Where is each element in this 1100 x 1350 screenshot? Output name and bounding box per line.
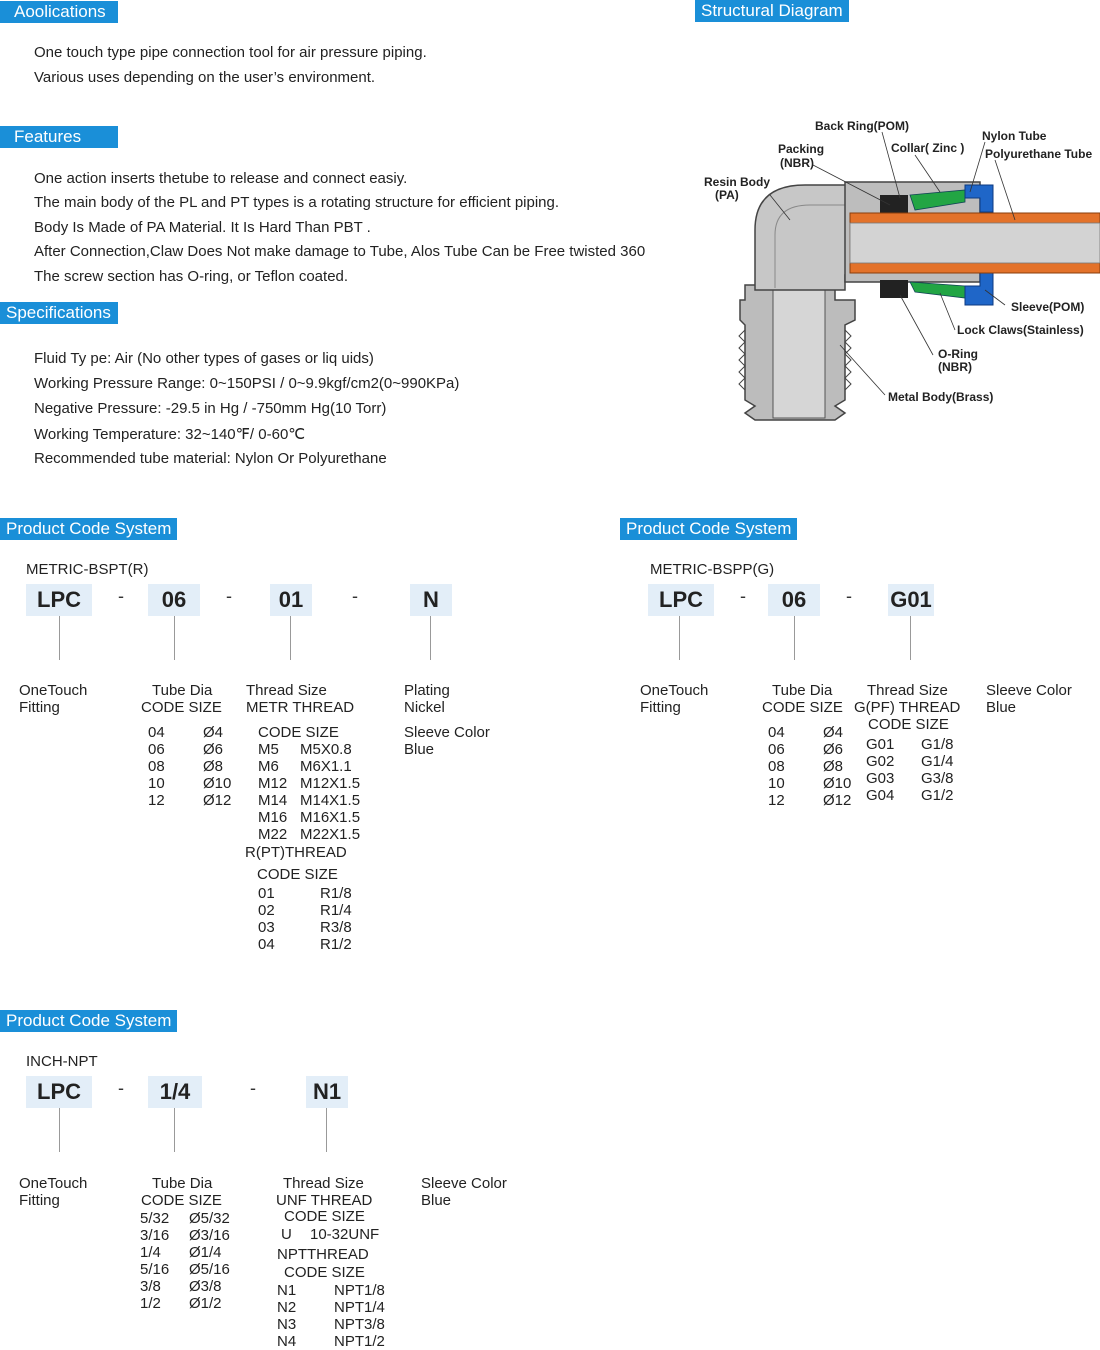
npt-thread-title-npt: NPTTHREAD <box>277 1246 369 1263</box>
specifications-heading: Specifications <box>0 302 118 324</box>
table-row: 1/4 Ø1/4 <box>140 1244 222 1261</box>
structural-diagram <box>695 110 1100 440</box>
leader-line <box>910 616 911 660</box>
table-row: M5 M5X0.8 <box>258 741 352 758</box>
code-bspp-thread: G01 <box>888 584 934 616</box>
label-o-ring: O-Ring <box>938 347 978 361</box>
code-bspt-tube: 06 <box>148 584 200 616</box>
bspt-rpt-table <box>258 885 378 953</box>
features-line: The screw section has O-ring, or Teflon coated. <box>34 268 349 285</box>
label-o-ring-material: (NBR) <box>938 360 972 374</box>
npt-thread-title: Thread Size UNF THREAD <box>276 1175 373 1209</box>
bspp-code-size: CODE SIZE <box>868 716 949 733</box>
code-npt-heading: Product Code System <box>0 1010 177 1032</box>
bspp-tube-title: Tube Dia CODE SIZE <box>762 682 843 716</box>
table-row: 10 Ø10 <box>768 775 852 792</box>
code-dash: - <box>226 586 232 606</box>
bspt-fitting-label: OneTouch Fitting <box>19 682 88 716</box>
code-bspt-subtitle: METRIC-BSPT(R) <box>26 561 149 578</box>
applications-heading: Aoolications <box>0 1 118 23</box>
table-row: 01 R1/8 <box>258 885 352 902</box>
table-row: 5/32 Ø5/32 <box>140 1210 230 1227</box>
table-row: N3 NPT3/8 <box>277 1316 385 1333</box>
table-row: N4 NPT1/2 <box>277 1333 385 1350</box>
code-bspp-tube: 06 <box>768 584 820 616</box>
table-row: G04 G1/2 <box>866 787 954 804</box>
table-row: 03 R3/8 <box>258 919 352 936</box>
table-row: 08 Ø8 <box>768 758 844 775</box>
table-row: M6 M6X1.1 <box>258 758 352 775</box>
table-row: M12 M12X1.5 <box>258 775 361 792</box>
features-line: One action inserts thetube to release and connect easiy. <box>34 170 408 187</box>
npt-npt-table <box>277 1282 407 1350</box>
bspt-rpt-code-size: CODE SIZE <box>257 866 338 883</box>
code-bspp-series: LPC <box>648 584 714 616</box>
table-row: 5/16 Ø5/16 <box>140 1261 230 1278</box>
label-sleeve: Sleeve(POM) <box>1011 300 1085 314</box>
table-row: 02 R1/4 <box>258 902 352 919</box>
bspt-metr-code-size: CODE SIZE <box>258 724 339 741</box>
table-row: G01 G1/8 <box>866 736 954 753</box>
code-npt-thread: N1 <box>306 1076 348 1108</box>
spec-line: Negative Pressure: -29.5 in Hg / -750mm Hg(10 Torr) <box>34 400 387 417</box>
features-line: Body Is Made of PA Material. It Is Hard Than PBT . <box>34 219 371 236</box>
npt-npt-code-size: CODE SIZE <box>284 1264 365 1281</box>
leader-line <box>59 1108 60 1152</box>
bspt-sleeve-label: Sleeve Color Blue <box>404 724 490 758</box>
leader-line <box>326 1108 327 1152</box>
label-packing: Packing <box>778 142 825 156</box>
table-row: G03 G3/8 <box>866 770 954 787</box>
table-row: 1/2 Ø1/2 <box>140 1295 222 1312</box>
leader-line <box>794 616 795 660</box>
table-row: N1 NPT1/8 <box>277 1282 385 1299</box>
table-row: 12 Ø12 <box>148 792 232 809</box>
bspt-rpt-title: R(PT)THREAD <box>245 844 347 861</box>
spec-line: Working Temperature: 32~140℉/ 0-60℃ <box>34 426 306 443</box>
label-back-ring: Back Ring(POM) <box>815 119 910 133</box>
leader-line <box>59 616 60 660</box>
spec-line: Working Pressure Range: 0~150PSI / 0~9.9kgf/cm2(0~990KPa) <box>34 375 460 392</box>
bspt-metr-table <box>258 741 378 843</box>
code-dash: - <box>352 586 358 606</box>
table-row: 08 Ø8 <box>148 758 224 775</box>
applications-line: One touch type pipe connection tool for air pressure piping. <box>34 44 427 61</box>
table-row: U 10-32UNF <box>281 1226 380 1243</box>
table-row: 04 Ø4 <box>148 724 224 741</box>
o-ring-shape <box>880 280 908 298</box>
npt-unf-code-size: CODE SIZE <box>284 1208 365 1225</box>
code-dash: - <box>846 586 852 606</box>
bspp-thread-title: Thread Size G(PF) THREAD <box>854 682 961 716</box>
lock-claws-lower <box>910 282 965 298</box>
label-polyurethane-tube: Polyurethane Tube <box>985 147 1093 161</box>
code-dash: - <box>118 1078 124 1098</box>
code-dash: - <box>250 1078 256 1098</box>
label-metal-body: Metal Body(Brass) <box>888 390 994 404</box>
table-row: M22 M22X1.5 <box>258 826 361 843</box>
code-npt-subtitle: INCH-NPT <box>26 1053 98 1070</box>
tube-bore <box>850 223 1100 263</box>
bspt-tube-title: Tube Dia CODE SIZE <box>141 682 222 716</box>
npt-fitting-label: OneTouch Fitting <box>19 1175 88 1209</box>
bspt-plating-label: Plating Nickel <box>404 682 450 716</box>
leader-line <box>290 616 291 660</box>
table-row: 3/16 Ø3/16 <box>140 1227 230 1244</box>
bspp-tube-table <box>768 724 858 809</box>
spec-line: Fluid Ty pe: Air (No other types of gases or liq uids) <box>34 350 374 367</box>
bspp-fitting-label: OneTouch Fitting <box>640 682 709 716</box>
npt-tube-title: Tube Dia CODE SIZE <box>141 1175 222 1209</box>
packing-shape <box>880 195 908 215</box>
table-row: G02 G1/4 <box>866 753 954 770</box>
leader-line <box>174 616 175 660</box>
bspp-sleeve-label: Sleeve Color Blue <box>986 682 1072 716</box>
code-bspp-heading: Product Code System <box>620 518 797 540</box>
table-row: 06 Ø6 <box>148 741 224 758</box>
code-npt-tube: 1/4 <box>148 1076 202 1108</box>
code-bspt-plating: N <box>410 584 452 616</box>
code-bspt-series: LPC <box>26 584 92 616</box>
code-bspp-subtitle: METRIC-BSPP(G) <box>650 561 775 578</box>
features-line: After Connection,Claw Does Not make damage to Tube, Alos Tube Can be Free twisted 360 <box>34 243 646 260</box>
code-bspt-thread: 01 <box>270 584 312 616</box>
features-line: The main body of the PL and PT types is a rotating structure for efficient piping. <box>34 194 560 211</box>
table-row: 04 R1/2 <box>258 936 352 953</box>
label-resin-body: Resin Body <box>704 175 771 189</box>
label-lock-claws: Lock Claws(Stainless) <box>957 323 1084 337</box>
metal-body-shape <box>739 285 855 420</box>
features-heading: Features <box>0 126 118 148</box>
label-collar: Collar( Zinc ) <box>891 141 965 155</box>
leader-line <box>430 616 431 660</box>
spec-line: Recommended tube material: Nylon Or Polyurethane <box>34 450 387 467</box>
code-npt-series: LPC <box>26 1076 92 1108</box>
npt-sleeve-label: Sleeve Color Blue <box>421 1175 507 1209</box>
bspt-thread-title: Thread Size METR THREAD <box>246 682 355 716</box>
table-row: 3/8 Ø3/8 <box>140 1278 222 1295</box>
code-dash: - <box>740 586 746 606</box>
code-bspt-heading: Product Code System <box>0 518 177 540</box>
bspp-g-table <box>866 736 976 804</box>
bspt-tube-table <box>148 724 238 809</box>
label-packing-material: (NBR) <box>780 156 814 170</box>
table-row: 12 Ø12 <box>768 792 852 809</box>
table-row: N2 NPT1/4 <box>277 1299 385 1316</box>
leader-line <box>679 616 680 660</box>
npt-tube-table <box>140 1210 250 1312</box>
structural-diagram-heading: Structural Diagram <box>695 0 849 22</box>
table-row: M16 M16X1.5 <box>258 809 361 826</box>
npt-unf-table <box>281 1226 401 1243</box>
table-row: 06 Ø6 <box>768 741 844 758</box>
label-resin-body-material: (PA) <box>715 188 739 202</box>
table-row: 04 Ø4 <box>768 724 844 741</box>
label-nylon-tube: Nylon Tube <box>982 129 1047 143</box>
leader-line <box>174 1108 175 1152</box>
table-row: 10 Ø10 <box>148 775 232 792</box>
code-dash: - <box>118 586 124 606</box>
table-row: M14 M14X1.5 <box>258 792 361 809</box>
applications-line: Various uses depending on the user’s environment. <box>34 69 376 86</box>
